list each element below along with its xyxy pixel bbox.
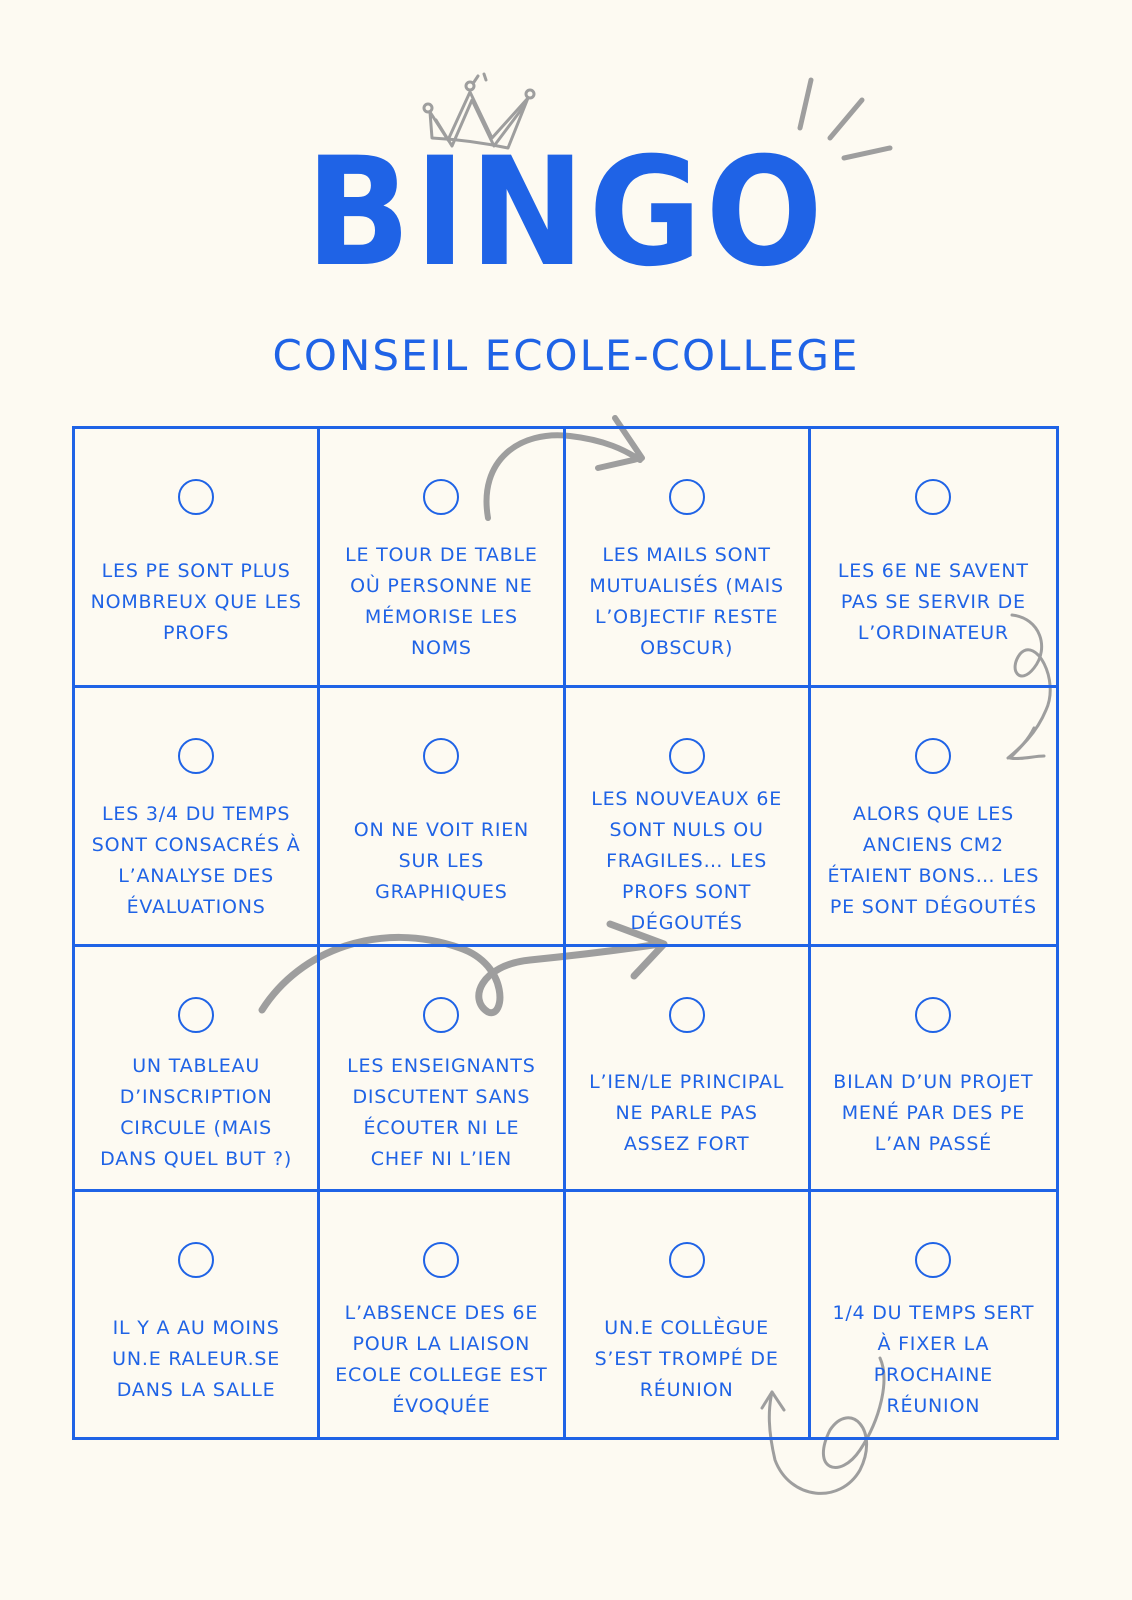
bingo-cell[interactable]: [75, 1192, 320, 1437]
page-title: BINGO: [305, 126, 827, 300]
cell-text: L’IEN/LE PRINCIPAL NE PARLE PAS ASSEZ FORT: [589, 1070, 785, 1155]
bingo-cell[interactable]: [566, 1192, 811, 1437]
checkbox-circle[interactable]: [669, 479, 705, 515]
bingo-cell[interactable]: [811, 1192, 1056, 1437]
cell-text: LES 6E NE SAVENT PAS SE SERVIR DE L’ORDINATEUR: [837, 559, 1029, 644]
bingo-cell[interactable]: [320, 429, 565, 688]
page-subtitle: CONSEIL ECOLE-COLLEGE: [272, 331, 860, 380]
bingo-cell[interactable]: [811, 429, 1056, 688]
checkbox-circle[interactable]: [915, 738, 951, 774]
checkbox-circle[interactable]: [915, 479, 951, 515]
checkbox-circle[interactable]: [178, 997, 214, 1033]
checkbox-circle[interactable]: [669, 1242, 705, 1278]
checkbox-circle[interactable]: [423, 738, 459, 774]
bingo-cell[interactable]: [566, 947, 811, 1192]
cell-text: LE TOUR DE TABLE OÙ PERSONNE NE MÉMORISE LES NOMS: [345, 544, 538, 659]
checkbox-circle[interactable]: [915, 1242, 951, 1278]
bingo-cell[interactable]: [320, 1192, 565, 1437]
cell-text: LES NOUVEAUX 6E SONT NULS OU FRAGILES… LES PROFS SONT DÉGOUTÉS: [591, 787, 783, 934]
bingo-cell[interactable]: [811, 947, 1056, 1192]
checkbox-circle[interactable]: [423, 479, 459, 515]
cell-text: UN TABLEAU D’INSCRIPTION CIRCULE (MAIS DANS QUEL BUT ?): [100, 1055, 293, 1170]
bingo-cell[interactable]: [566, 429, 811, 688]
checkbox-circle[interactable]: [423, 997, 459, 1033]
cell-text: LES PE SONT PLUS NOMBREUX QUE LES PROFS: [90, 559, 302, 644]
cell-text: LES MAILS SONT MUTUALISÉS (MAIS L’OBJECTIF RESTE OBSCUR): [589, 544, 784, 659]
cell-text: ON NE VOIT RIEN SUR LES GRAPHIQUES: [353, 818, 530, 903]
bingo-cell[interactable]: [320, 688, 565, 947]
checkbox-circle[interactable]: [669, 997, 705, 1033]
checkbox-circle[interactable]: [915, 997, 951, 1033]
checkbox-circle[interactable]: [423, 1242, 459, 1278]
bingo-cell[interactable]: [320, 947, 565, 1192]
cell-text: LES 3/4 DU TEMPS SONT CONSACRÉS À L’ANALYSE DES ÉVALUATIONS: [91, 803, 301, 918]
cell-text: ALORS QUE LES ANCIENS CM2 ÉTAIENT BONS… LES PE SONT DÉGOUTÉS: [827, 803, 1040, 918]
cell-text: BILAN D’UN PROJET MENÉ PAR DES PE L’AN PASSÉ: [833, 1070, 1034, 1155]
cell-text: 1/4 DU TEMPS SERT À FIXER LA PROCHAINE RÉUNION: [832, 1301, 1035, 1417]
bingo-grid: [72, 426, 1059, 1440]
checkbox-circle[interactable]: [178, 738, 214, 774]
cell-text: LES ENSEIGNANTS DISCUTENT SANS ÉCOUTER NI LE CHEF NI L’IEN: [347, 1055, 536, 1170]
bingo-cell[interactable]: [75, 947, 320, 1192]
bingo-cell[interactable]: [75, 688, 320, 947]
cell-text: L’ABSENCE DES 6E POUR LA LIAISON ECOLE COLLEGE EST ÉVOQUÉE: [335, 1301, 548, 1417]
checkbox-circle[interactable]: [178, 1242, 214, 1278]
cell-text: UN.E COLLÈGUE S’EST TROMPÉ DE RÉUNION: [594, 1317, 779, 1401]
cell-text: IL Y A AU MOINS UN.E RALEUR.SE DANS LA SALLE: [112, 1317, 281, 1401]
checkbox-circle[interactable]: [669, 738, 705, 774]
checkbox-circle[interactable]: [178, 479, 214, 515]
bingo-cell[interactable]: [75, 429, 320, 688]
bingo-cell[interactable]: [811, 688, 1056, 947]
bingo-cell[interactable]: [566, 688, 811, 947]
